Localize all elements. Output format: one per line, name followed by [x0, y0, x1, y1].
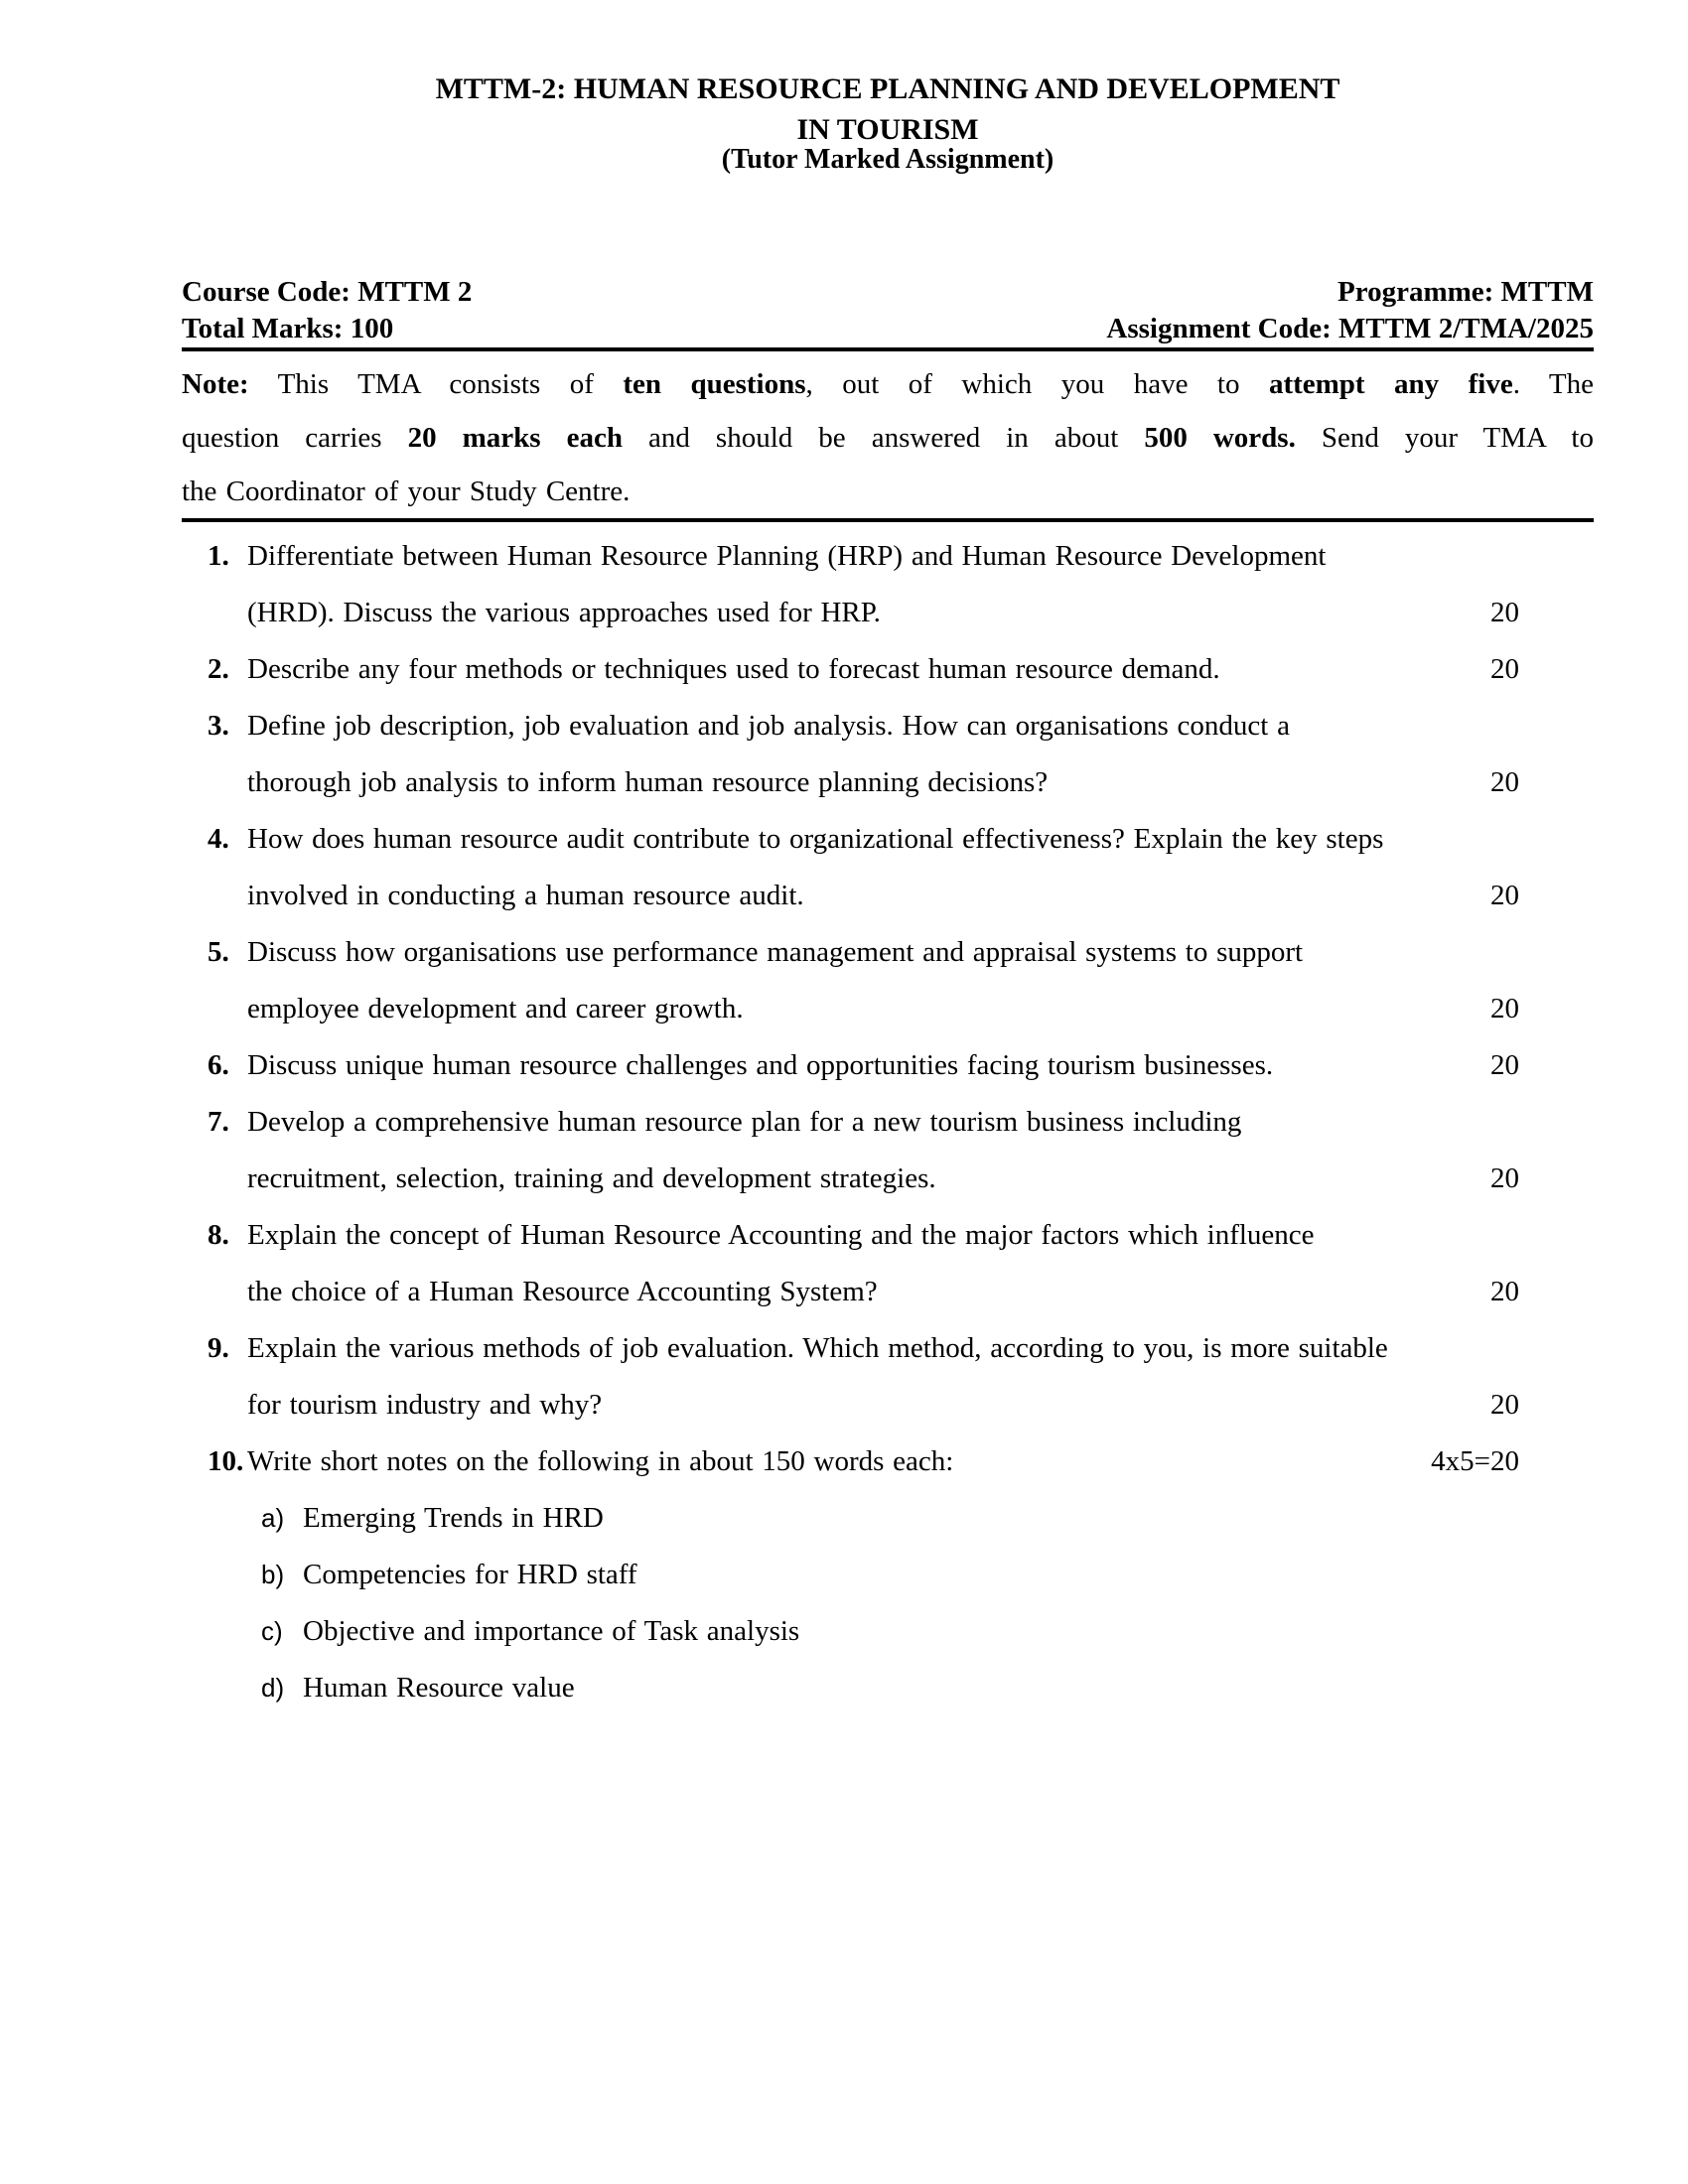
note-text: Send your TMA to [1295, 422, 1594, 454]
question-text-line: employee development and career growth. [247, 993, 744, 1024]
question-number: 8. [208, 1219, 229, 1251]
question-marks: 20 [1490, 653, 1519, 685]
question-item [182, 924, 1594, 1037]
question-text-line: Describe any four methods or techniques used to forecast human resource demand. [247, 653, 1220, 685]
note-bold-text: 500 words. [1144, 422, 1296, 454]
assignment-type-subtitle: (Tutor Marked Assignment) [721, 144, 1055, 175]
assignment-code: Assignment Code: MTTM 2/TMA/2025 [1106, 313, 1594, 344]
question-text-line: Differentiate between Human Resource Planning (HRP) and Human Resource Development [247, 540, 1327, 572]
question-number: 6. [208, 1049, 229, 1081]
question-text-line: Discuss how organisations use performance management and appraisal systems to support [247, 936, 1304, 968]
question-text-line: How does human resource audit contribute to organizational effectiveness? Explain the key steps [247, 823, 1384, 855]
programme: Programme: MTTM [1337, 276, 1594, 308]
question-number: 3. [208, 710, 229, 742]
question-item [182, 1207, 1594, 1320]
total-marks: Total Marks: 100 [182, 313, 394, 344]
question-text-line: Write short notes on the following in about 150 words each: [247, 1445, 954, 1477]
note-bold-text: ten questions [623, 368, 806, 400]
note-text: question carries [182, 422, 408, 454]
course-title: MTTM-2: HUMAN RESOURCE PLANNING AND DEVELOPMENT [435, 72, 1340, 105]
questions-list [182, 528, 1594, 1716]
question-number: 1. [208, 540, 229, 572]
question-marks: 20 [1490, 1389, 1519, 1421]
question-text [247, 1037, 1594, 1094]
question-text [247, 924, 1594, 1037]
note-text: the Coordinator of your Study Centre. [182, 476, 631, 507]
question-item [182, 1037, 1594, 1094]
course-title-line2: IN TOURISM [796, 113, 979, 146]
question-sub-item [247, 1547, 1594, 1603]
question-marks: 20 [1490, 597, 1519, 628]
question-sub-item [247, 1660, 1594, 1716]
question-sub-item [247, 1490, 1594, 1547]
sub-item-text: Human Resource value [303, 1672, 575, 1704]
sub-item-text: Competencies for HRD staff [303, 1559, 637, 1590]
question-text-line: (HRD). Discuss the various approaches used for HRP. [247, 597, 881, 628]
question-text [247, 1094, 1594, 1207]
question-number: 10. [208, 1445, 244, 1477]
note-text: and should be answered in about [623, 422, 1145, 454]
header-right-column [1106, 274, 1594, 347]
question-text-line: the choice of a Human Resource Accounting System? [247, 1276, 878, 1307]
question-text-line: involved in conducting a human resource audit. [247, 880, 804, 911]
question-text-line: Explain the various methods of job evaluation. Which method, according to you, is more suitable [247, 1332, 1388, 1364]
question-item [182, 1094, 1594, 1207]
question-text-line: Discuss unique human resource challenges and opportunities facing tourism businesses. [247, 1049, 1274, 1081]
note-bold-text: Note: [182, 368, 249, 400]
question-text-line: Develop a comprehensive human resource plan for a new tourism business including [247, 1106, 1242, 1138]
question-text-line: recruitment, selection, training and development strategies. [247, 1162, 936, 1194]
question-marks: 4x5=20 [1431, 1445, 1519, 1477]
question-item [182, 641, 1594, 698]
question-text-line: Explain the concept of Human Resource Accounting and the major factors which influence [247, 1219, 1315, 1251]
note-text: This TMA consists of [248, 368, 624, 400]
header-left-column [182, 274, 472, 347]
assignment-document [182, 0, 1594, 1716]
question-marks: 20 [1490, 1276, 1519, 1307]
sub-item-marker: d) [261, 1673, 285, 1703]
note-text: , out of which you have to [805, 368, 1269, 400]
question-item [182, 1433, 1594, 1716]
sub-item-text: Objective and importance of Task analysis [303, 1615, 800, 1647]
question-number: 9. [208, 1332, 229, 1364]
question-number: 5. [208, 936, 229, 968]
question-sub-item [247, 1603, 1594, 1660]
question-marks: 20 [1490, 880, 1519, 911]
question-text [247, 1320, 1594, 1433]
note-bold-text: 20 marks each [407, 422, 623, 454]
note-text: . The [1512, 368, 1594, 400]
header-info [182, 274, 1594, 351]
sub-item-text: Emerging Trends in HRD [303, 1502, 604, 1534]
question-text-line: for tourism industry and why? [247, 1389, 603, 1421]
question-number: 7. [208, 1106, 229, 1138]
sub-item-marker: a) [261, 1503, 285, 1533]
question-marks: 20 [1490, 1049, 1519, 1081]
question-number: 2. [208, 653, 229, 685]
question-marks: 20 [1490, 993, 1519, 1024]
note-line [182, 465, 1594, 518]
note-line [182, 357, 1594, 411]
question-text [247, 811, 1594, 924]
question-text [247, 528, 1594, 641]
sub-item-marker: c) [261, 1616, 283, 1646]
question-text [247, 1433, 1594, 1490]
question-text [247, 1207, 1594, 1320]
question-item [182, 811, 1594, 924]
note-paragraph [182, 351, 1594, 522]
question-text [247, 698, 1594, 811]
question-number: 4. [208, 823, 229, 855]
question-item [182, 1320, 1594, 1433]
question-text-line: Define job description, job evaluation and job analysis. How can organisations conduct a [247, 710, 1290, 742]
question-text-line: thorough job analysis to inform human resource planning decisions? [247, 766, 1049, 798]
question-marks: 20 [1490, 1162, 1519, 1194]
note-line [182, 411, 1594, 465]
course-code: Course Code: MTTM 2 [182, 276, 473, 308]
question-text [247, 641, 1594, 698]
sub-item-marker: b) [261, 1560, 285, 1589]
question-item [182, 528, 1594, 641]
note-bold-text: attempt any five [1268, 368, 1513, 400]
question-item [182, 698, 1594, 811]
question-marks: 20 [1490, 766, 1519, 798]
